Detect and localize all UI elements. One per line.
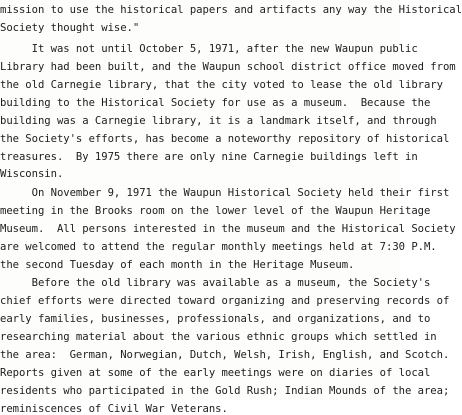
text-line: meeting in the Brooks room on the lower level of the Waupun Heritage [0,205,431,217]
text-line: Before the old library was available as a museum, the Society's [0,277,431,289]
text-line: building to the Historical Society for use as a museum. Because the [0,97,431,109]
text-line: the second Tuesday of each month in the Heritage Museum. [0,259,355,271]
text-line: building was a Carnegie library, it is a landmark itself, and through [0,115,437,127]
text-line: the area: German, Norwegian, Dutch, Welsh, Irish, English, and Scotch. [0,349,450,361]
text-line: researching material about the various ethnic groups which settled in [0,331,437,343]
text-line: early families, businesses, professionals, and organizations, and to [0,313,431,325]
text-line: It was not until October 5, 1971, after the new Waupun public [0,43,418,55]
text-line: the old Carnegie library, that the city voted to lease the old library [0,79,443,91]
text-line: Library had been built, and the Waupun school district office moved from [0,61,456,73]
text-line: are welcomed to attend the regular monthly meetings held at 7:30 P.M. [0,241,437,253]
text-line: treasures. By 1975 there are only nine Carnegie buildings left in [0,151,418,163]
text-line: Museum. All persons interested in the museum and the Historical Society [0,223,456,235]
text-line: Society thought wise." [0,22,140,34]
text-line: Wisconsin. [0,168,64,180]
text-line: the Society's efforts, has become a noteworthy repository of historical [0,133,450,145]
text-line: On November 9, 1971 the Waupun Historical Society held their first [0,187,450,199]
text-line: reminiscences of Civil War Veterans. [0,403,228,415]
text-line: residents who participated in the Gold Rush; Indian Mounds of the area; [0,385,450,397]
text-line: chief efforts were directed toward organizing and preserving records of [0,295,450,307]
text-line: Reports given at some of the early meetings were on diaries of local [0,367,431,379]
text-line: mission to use the historical papers and artifacts any way the Historical [0,4,462,16]
